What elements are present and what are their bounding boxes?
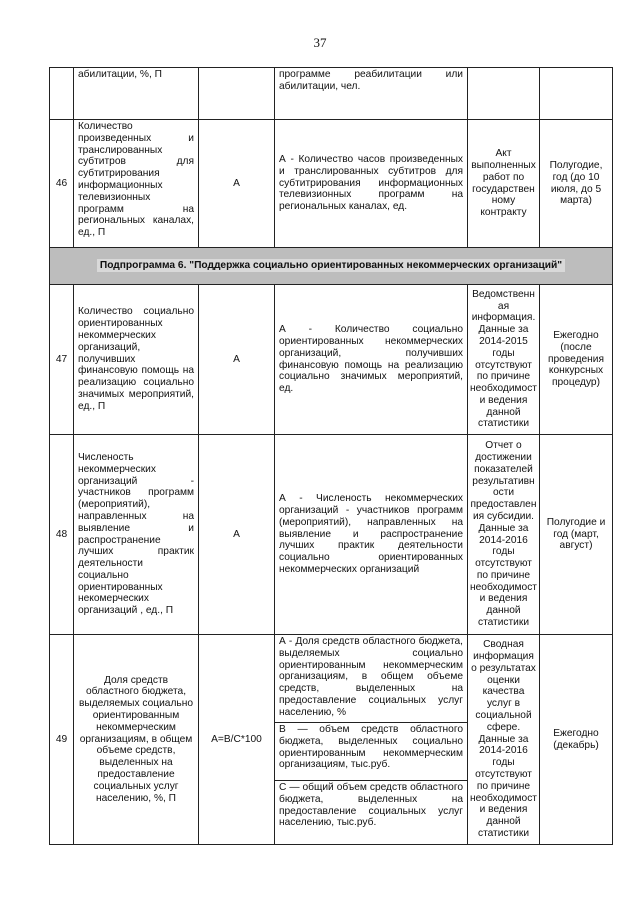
- indicator-name: абилитации, %, П: [74, 68, 199, 120]
- formula: А: [199, 285, 275, 435]
- parameter-description: А - Количество социально ориентированных некоммерческих организаций, получивших финансовую помощь на реализацию социально значимых мероприятий, ед.: [275, 285, 468, 435]
- parameter-description: В — объем средств областного бюджета, выделенных социально ориентированным некоммерческим организациям, тыс.руб.: [275, 723, 468, 781]
- reporting-period: Полугодие, год (до 10 июля, до 5 марта): [540, 120, 613, 248]
- row-number: 49: [50, 635, 74, 845]
- table-row: [50, 285, 613, 435]
- data-source: [468, 68, 540, 120]
- data-source: Акт выполненных работ по государствен ному контракту: [468, 120, 540, 248]
- formula: [199, 68, 275, 120]
- reporting-period: [540, 68, 613, 120]
- data-source: Сводная информация о результатах оценки качества услуг в социальной сфере. Данные за 2014-2016 годы отсутствуют по причине необходимост и ведения данной статистики: [468, 635, 540, 845]
- parameter-description: А - Количество часов произведенных и транслированных субтитров для субтитрирования информационных телевизионных программ на региональных каналах, ед.: [275, 120, 468, 248]
- indicator-name: Количество социально ориентированных некоммерческих организаций, получивших финансовую помощь на реализацию социально значимых мероприятий, ед., П: [74, 285, 199, 435]
- indicators-table: [49, 67, 613, 845]
- row-number: 47: [50, 285, 74, 435]
- reporting-period: Полугодие и год (март, август): [540, 435, 613, 635]
- row-number: 48: [50, 435, 74, 635]
- reporting-period: Ежегодно (после проведения конкурсных процедур): [540, 285, 613, 435]
- parameter-description: А - Численость некоммерческих организаций - участников программ (мероприятий), направленных на выявление и распространение лучших практик деятельности социально ориентированных некоммерческих организаций: [275, 435, 468, 635]
- formula: А: [199, 120, 275, 248]
- data-source: Ведомственн ая информация. Данные за 2014-2015 годы отсутствуют по причине необходимост и ведения данной статистики: [468, 285, 540, 435]
- table-row: [50, 435, 613, 635]
- reporting-period: Ежегодно (декабрь): [540, 635, 613, 845]
- subprogram-heading: Подпрограмма 6. "Поддержка социально ориентированных некоммерческих организаций": [97, 259, 565, 272]
- indicator-name: Доля средств областного бюджета, выделяемых социально ориентированным некоммерческим организациям, в общем объеме средств, выделенных на предоставление социальных услуг населению, %, П: [74, 635, 199, 845]
- table-row: [50, 635, 613, 723]
- page-number: 37: [313, 35, 327, 50]
- subprogram-row: [50, 248, 613, 285]
- row-number: 46: [50, 120, 74, 248]
- data-source: Отчет о достижении показателей результативн ости предоставлен ия субсидии. Данные за 2014-2016 годы отсутствуют по причине необходимост и ведения данной статистики: [468, 435, 540, 635]
- parameter-description: А - Доля средств областного бюджета, выделяемых социально ориентированным некоммерческим организациям, в общем объеме средств, выделенных на предоставление социальных услуг населению, %: [275, 635, 468, 723]
- indicator-name: Количество произведенных и транслированных субтитров для субтитрирования информационных телевизионных программ на региональных каналах, ед., П: [74, 120, 199, 248]
- indicator-name: Численость некоммерческих организаций - участников программ (мероприятий), направленных на выявление и распространение лучших практик деятельности социально ориентированных некомерческих организаций , ед., П: [74, 435, 199, 635]
- table-row: [50, 68, 613, 120]
- row-number: [50, 68, 74, 120]
- table-row: [50, 120, 613, 248]
- formula: А=В/С*100: [199, 635, 275, 845]
- formula: А: [199, 435, 275, 635]
- parameter-description: С — общий объем средств областного бюджета, выделенных на предоставление социальных услуг населению, тыс.руб.: [275, 781, 468, 845]
- parameter-description: программе реабилитации или абилитации, чел.: [275, 68, 468, 120]
